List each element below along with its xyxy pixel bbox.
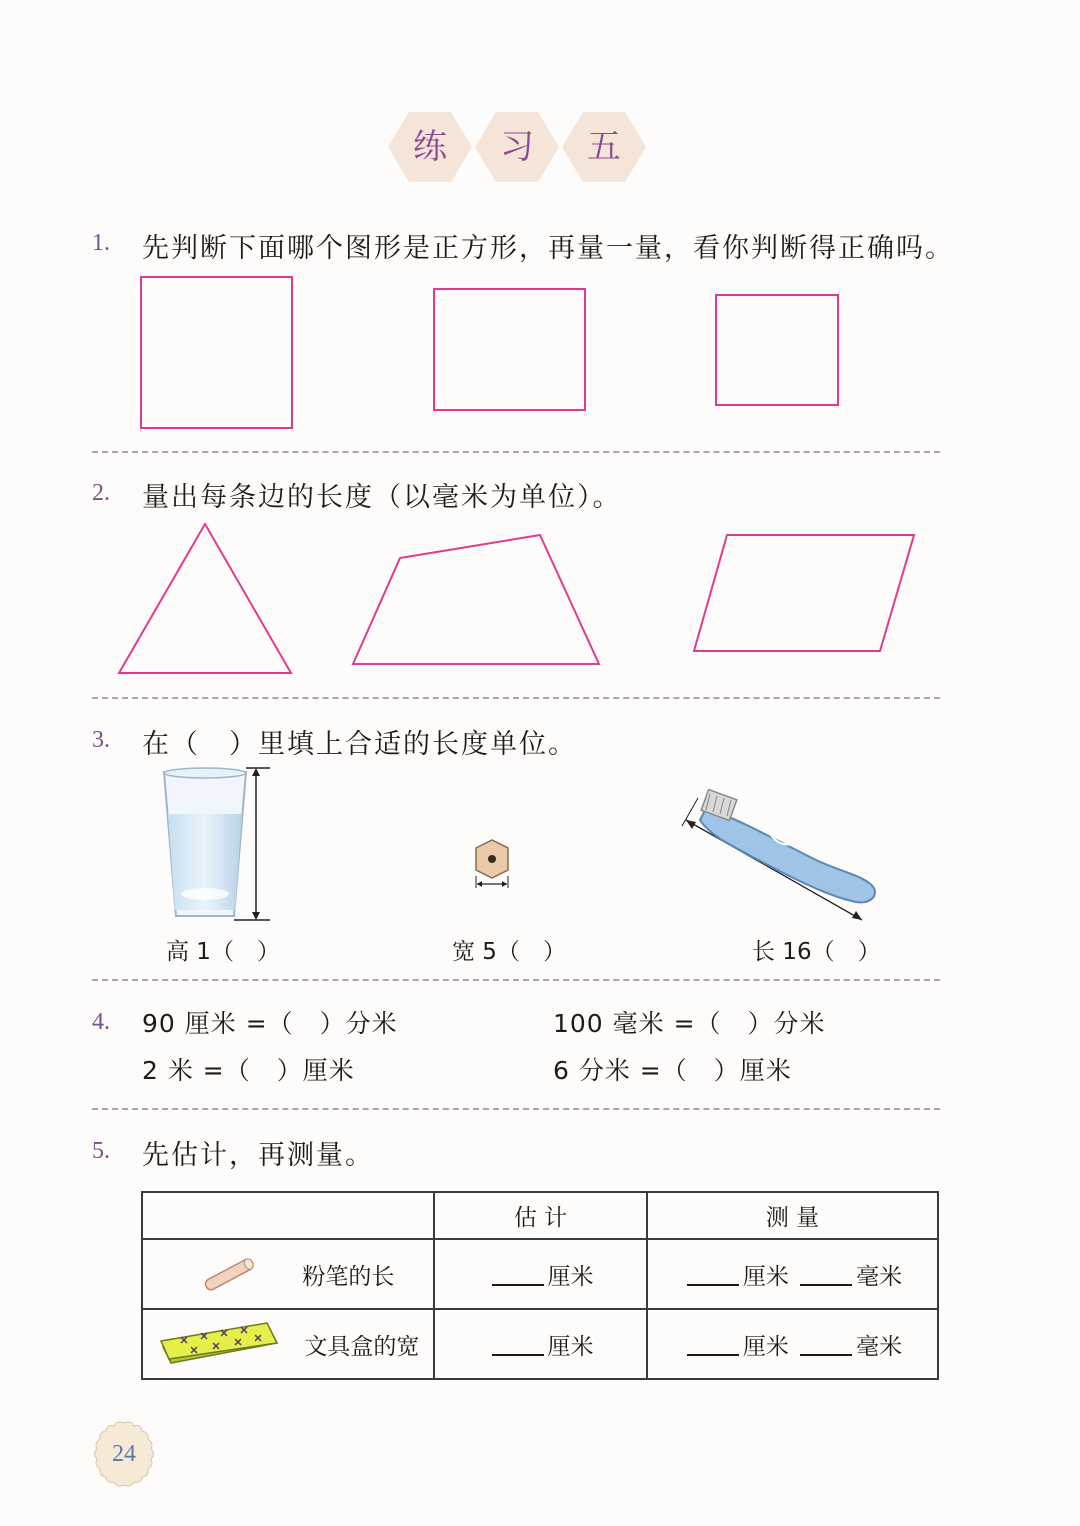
toothbrush-caption: 长 16（ ） xyxy=(752,939,881,965)
rectangle-shape-3 xyxy=(716,295,838,405)
quadrilateral-shape xyxy=(353,535,599,664)
title-char-3: 五 xyxy=(587,127,621,167)
q5-text: 先估计，再测量。 xyxy=(142,1140,374,1171)
q3-number: 3. xyxy=(92,727,110,753)
measure-cm-blank[interactable] xyxy=(687,1330,739,1356)
rectangle-shape-2 xyxy=(434,289,585,410)
unit-label: 毫米 xyxy=(856,1333,903,1360)
table-item-cell xyxy=(142,1309,434,1379)
title-char-2: 习 xyxy=(500,127,534,167)
exercise-title xyxy=(388,110,648,184)
conversion-3: 2 米 =（ ）厘米 xyxy=(142,1056,355,1085)
triangle-shape xyxy=(119,524,291,673)
measure-cm-blank[interactable] xyxy=(687,1260,739,1286)
title-hex-3 xyxy=(562,110,646,184)
measure-cell xyxy=(647,1309,938,1379)
q1-number: 1. xyxy=(92,230,110,256)
unit-label: 厘米 xyxy=(547,1333,594,1360)
unit-label: 毫米 xyxy=(856,1263,903,1290)
separator-1 xyxy=(92,451,940,453)
page-number: 24 xyxy=(112,1441,136,1467)
measurement-table xyxy=(141,1191,939,1380)
q3-text: 在（ ）里填上合适的长度单位。 xyxy=(142,729,577,760)
unit-label: 厘米 xyxy=(742,1263,789,1290)
table-header-empty xyxy=(142,1192,434,1239)
parallelogram-shape xyxy=(694,535,914,651)
unit-label: 厘米 xyxy=(742,1333,789,1360)
q5-number: 5. xyxy=(92,1138,110,1164)
q2-text: 量出每条边的长度（以毫米为单位）。 xyxy=(142,482,622,513)
glass-caption: 高 1（ ） xyxy=(166,939,280,965)
conversion-1: 90 厘米 =（ ）分米 xyxy=(142,1009,398,1038)
q1-shapes xyxy=(0,260,1080,440)
table-row xyxy=(142,1239,938,1309)
q2-shapes xyxy=(0,510,1080,690)
chalk-icon xyxy=(199,1254,259,1294)
estimate-blank[interactable] xyxy=(492,1260,544,1286)
estimate-cell xyxy=(434,1309,647,1379)
nut-caption: 宽 5（ ） xyxy=(452,939,566,965)
title-hex-1 xyxy=(388,110,472,184)
estimate-blank[interactable] xyxy=(492,1330,544,1356)
nut-icon xyxy=(470,838,514,894)
glass-icon xyxy=(150,760,280,930)
estimate-cell xyxy=(434,1239,647,1309)
measure-mm-blank[interactable] xyxy=(800,1260,852,1286)
q4-number: 4. xyxy=(92,1009,110,1035)
table-row xyxy=(142,1309,938,1379)
q2-number: 2. xyxy=(92,480,110,506)
table-item-cell xyxy=(142,1239,434,1309)
separator-2 xyxy=(92,697,940,699)
table-header-row xyxy=(142,1192,938,1239)
separator-3 xyxy=(92,979,940,981)
toothbrush-icon xyxy=(676,780,886,930)
square-shape-1 xyxy=(141,277,292,428)
separator-4 xyxy=(92,1108,940,1110)
measure-mm-blank[interactable] xyxy=(800,1330,852,1356)
pencil-case-icon xyxy=(157,1319,281,1369)
title-hex-2 xyxy=(475,110,559,184)
measure-cell xyxy=(647,1239,938,1309)
table-header-measure: 测 量 xyxy=(647,1192,938,1239)
unit-label: 厘米 xyxy=(547,1263,594,1290)
page-number-badge xyxy=(90,1420,158,1488)
conversion-2: 100 毫米 =（ ）分米 xyxy=(553,1009,826,1038)
conversion-4: 6 分米 =（ ）厘米 xyxy=(553,1056,792,1085)
table-header-estimate: 估 计 xyxy=(434,1192,647,1239)
table-item-label: 文具盒的宽 xyxy=(304,1333,420,1360)
title-char-1: 练 xyxy=(413,127,447,167)
q1-text: 先判断下面哪个图形是正方形，再量一量，看你判断得正确吗。 xyxy=(142,233,954,264)
table-item-label: 粉笔的长 xyxy=(302,1263,395,1290)
